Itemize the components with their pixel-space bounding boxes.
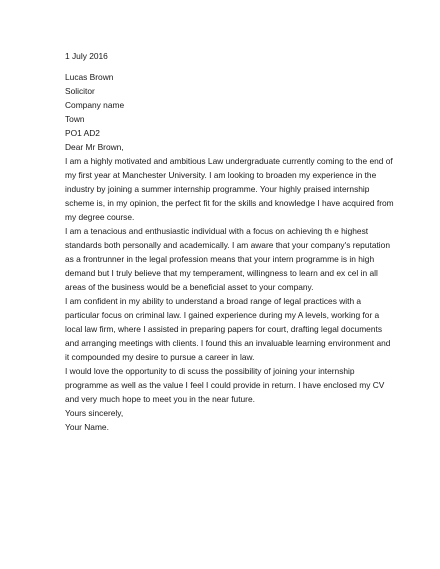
- paragraph-3-line: local law firm, where I assisted in preparing papers for court, drafting legal documents: [65, 324, 383, 334]
- paragraph-1-line: my first year at Manchester University. I am looking to broaden my experience in the: [65, 170, 377, 180]
- recipient-company: Company name: [65, 100, 125, 110]
- recipient-title: Solicitor: [65, 86, 95, 96]
- paragraph-1-line: my degree course.: [65, 212, 135, 222]
- recipient-postcode: PO1 AD2: [65, 128, 100, 138]
- paragraph-3-line: and arranging meetings with clients. I found this an invaluable learning environment and: [65, 338, 391, 348]
- paragraph-2-line: I am a tenacious and enthusiastic individual with a focus on achieving th e highest: [65, 226, 369, 236]
- signature-name: Your Name.: [65, 422, 109, 432]
- paragraph-1-line: scheme is, in my opinion, the perfect fit for the skills and knowledge I have acquired from: [65, 198, 394, 208]
- salutation: Dear Mr Brown,: [65, 142, 124, 152]
- paragraph-4-line: I would love the opportunity to di scuss the possibility of joining your internship: [65, 366, 355, 376]
- paragraph-2-line: areas of the business would be a beneficial asset to your company.: [65, 282, 314, 292]
- paragraph-4-line: and very much hope to meet you in the near future.: [65, 394, 255, 404]
- paragraph-2-line: standards both personally and academically. I am aware that your company's reputation: [65, 240, 390, 250]
- recipient-town: Town: [65, 114, 85, 124]
- paragraph-3-line: it compounded my desire to pursue a career in law.: [65, 352, 255, 362]
- paragraph-4-line: programme as well as the value I feel I could provide in return. I have enclosed my CV: [65, 380, 385, 390]
- paragraph-3-line: I am confident in my ability to understand a broad range of legal practices with a: [65, 296, 362, 306]
- closing: Yours sincerely,: [65, 408, 124, 418]
- paragraph-2-line: demand but I truly believe that my temperament, willingness to learn and ex cel in all: [65, 268, 378, 278]
- paragraph-1-line: industry by joining a summer internship programme. Your highly praised internship: [65, 184, 370, 194]
- paragraph-3-line: particular focus on criminal law. I gained experience during my A levels, working for a: [65, 310, 380, 320]
- recipient-name: Lucas Brown: [65, 72, 114, 82]
- paragraph-2-line: as a frontrunner in the legal profession means that your intern programme is in high: [65, 254, 375, 264]
- paragraph-1-line: I am a highly motivated and ambitious Law undergraduate currently coming to the end of: [65, 156, 393, 166]
- letter-body: [65, 70, 394, 434]
- letter-date: 1 July 2016: [65, 51, 108, 61]
